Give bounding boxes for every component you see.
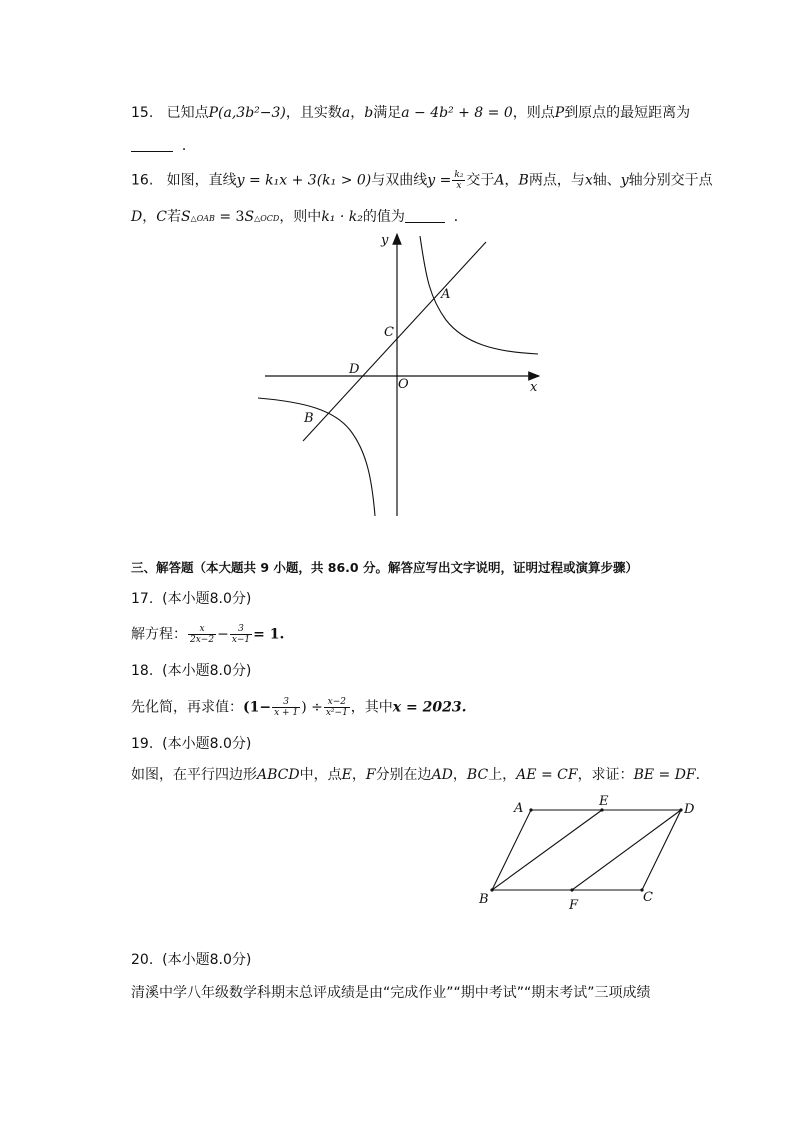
- q16-line-eq: y = k₁x + 3(k₁ > 0): [236, 172, 372, 189]
- q19-text-a: 如图，在平行四边形: [131, 767, 257, 783]
- q16-text-h: ，则中: [279, 209, 322, 225]
- q19-end: .: [695, 767, 701, 783]
- q15-text-c: 满足: [373, 105, 402, 121]
- q15-equation: a − 4b² + 8 = 0: [401, 105, 513, 121]
- question-17-header: [131, 589, 251, 609]
- q16-hyp-num: k₂: [454, 170, 464, 180]
- segment-df: [572, 810, 681, 890]
- q17-f2-den: x−1: [231, 635, 251, 645]
- q16-area-sub2: △OCD: [254, 214, 280, 223]
- q16-text-b: 与双曲线: [371, 172, 428, 189]
- q16-hyp-fraction: [452, 170, 465, 191]
- q15-end: ．: [181, 138, 196, 154]
- q19-comma2: ，: [452, 767, 467, 783]
- q18-text-b: ，其中: [350, 699, 393, 716]
- segment-be: [492, 810, 602, 890]
- label-B: B: [479, 892, 489, 907]
- hyperbola-branch-2: [258, 398, 375, 516]
- question-19-header: [131, 734, 251, 754]
- q18-number: 18.: [131, 663, 154, 679]
- q16-var-y: y: [620, 172, 629, 189]
- q18-f2-num: x−2: [324, 697, 350, 708]
- q16-pt-A: A: [494, 172, 505, 189]
- q16-text-c: 交于: [466, 172, 495, 189]
- q16-hyp-den: x: [456, 181, 462, 191]
- q16-number: 16.: [131, 172, 154, 189]
- q20-score: (本小题8.0分): [162, 952, 252, 968]
- q19-cond: AE = CF: [516, 767, 578, 783]
- q15-var-b: b: [364, 105, 374, 121]
- question-18-body: [131, 697, 466, 718]
- q17-f2-num: 3: [230, 624, 252, 635]
- q18-cond: x = 2023.: [392, 699, 467, 716]
- label-y: y: [381, 233, 389, 248]
- q19-text-e: ，求证：: [577, 767, 634, 783]
- q17-f1-den: 2x−2: [190, 635, 215, 645]
- q19-figure: [470, 790, 710, 920]
- point-d: [679, 808, 682, 811]
- q16-answer-blank[interactable]: [405, 208, 445, 223]
- q16-comma: ，: [504, 172, 519, 189]
- q16-pt-C: C: [156, 209, 167, 225]
- label-E: E: [599, 794, 609, 809]
- q15-var-P: P: [554, 105, 565, 121]
- q16-text-i: 的值为: [362, 209, 405, 225]
- q15-text-b: ，且实数: [285, 105, 342, 121]
- point-f: [570, 888, 573, 891]
- question-19-body: [131, 765, 700, 785]
- question-20-body: 清溪中学八年级数学科期末总评成绩是由“完成作业”“期中考试”“期末考试”三项成绩: [131, 985, 651, 1001]
- label-B: B: [304, 411, 314, 426]
- q16-pt-B: B: [518, 172, 529, 189]
- q16-text-f: 轴分别交于点: [628, 172, 713, 189]
- label-O: O: [398, 377, 409, 392]
- label-F: F: [569, 898, 579, 913]
- q18-f1-num: 3: [272, 697, 300, 708]
- label-A: A: [441, 287, 451, 302]
- line-y-k1x-3: [303, 242, 486, 441]
- q15-text-d: ，则点: [512, 105, 555, 121]
- q16-product: k₁ · k₂: [321, 209, 363, 225]
- label-A: A: [514, 801, 524, 816]
- q17-minus: −: [217, 626, 229, 643]
- point-a: [529, 808, 532, 811]
- q15-text-a: 已知点: [166, 105, 209, 121]
- q19-f: F: [365, 767, 376, 783]
- q19-goal: BE = DF: [633, 767, 696, 783]
- label-x: x: [530, 380, 538, 395]
- q15-answer-blank[interactable]: [131, 137, 173, 152]
- q18-lp: (1−: [243, 699, 272, 716]
- q19-abcd: ABCD: [257, 767, 300, 783]
- q16-pt-D: D: [131, 209, 143, 225]
- q19-comma: ，: [351, 767, 366, 783]
- question-20-header: [131, 950, 251, 970]
- q17-rhs: = 1.: [253, 626, 285, 643]
- q18-text: 先化简，再求值：: [131, 699, 243, 716]
- q17-f1-num: x: [188, 624, 216, 635]
- q19-text-c: 分别在边: [375, 767, 432, 783]
- q16-text-e: 轴、: [592, 172, 621, 189]
- q17-fraction-2: [230, 624, 252, 645]
- label-D: D: [684, 802, 695, 817]
- q16-area-mid: = 3: [214, 209, 245, 225]
- q20-number: 20.: [131, 952, 154, 968]
- q16-text-g: 若: [166, 209, 181, 225]
- q19-text-b: 中，点: [299, 767, 342, 783]
- q16-var-x: x: [584, 172, 593, 189]
- q16-hyp-lhs: y =: [427, 172, 452, 189]
- q16-end: ．: [453, 209, 468, 225]
- label-C: C: [384, 325, 394, 340]
- label-C: C: [643, 890, 653, 905]
- q18-fraction-1: [272, 697, 300, 718]
- q18-score: (本小题8.0分): [162, 663, 252, 679]
- section-3-heading: 三、解答题（本大题共 9 小题，共 86.0 分。解答应写出文字说明，证明过程或演算步骤）: [131, 560, 638, 575]
- q16-area-s1: S: [180, 209, 191, 225]
- q17-score: (本小题8.0分): [162, 591, 252, 607]
- q19-bc: BC: [466, 767, 489, 783]
- q15-point: P(a,3b²−3): [208, 105, 286, 121]
- question-17-body: [131, 624, 284, 645]
- q16-text-a: 如图，直线: [166, 172, 237, 189]
- question-18-header: [131, 661, 251, 681]
- q18-f2-den: x²−1: [325, 708, 348, 718]
- q18-fraction-2: [324, 697, 350, 718]
- q18-f1-den: x + 1: [274, 708, 299, 718]
- q16-figure: [250, 228, 550, 520]
- q17-fraction-1: [188, 624, 216, 645]
- q16-text-d: 两点，与: [528, 172, 585, 189]
- q17-text: 解方程：: [131, 626, 187, 643]
- q19-ad: AD: [431, 767, 453, 783]
- q16-area-s2: S: [244, 209, 255, 225]
- q15-comma: ，: [350, 105, 365, 121]
- q16-line-2: [131, 207, 468, 229]
- q15-number: 15.: [131, 105, 154, 121]
- q16-area-sub1: △OAB: [190, 214, 215, 223]
- q16-comma2: ，: [142, 209, 157, 225]
- q15-answer-line: [131, 136, 196, 156]
- question-16: [131, 170, 713, 191]
- label-D: D: [349, 362, 360, 377]
- q18-rp-div: ) ÷: [301, 699, 323, 716]
- q17-number: 17.: [131, 591, 154, 607]
- question-15: [131, 103, 690, 123]
- point-b: [490, 888, 493, 891]
- q19-text-d: 上，: [488, 767, 517, 783]
- q19-score: (本小题8.0分): [162, 736, 252, 752]
- parallelogram-abcd: [492, 810, 681, 890]
- q19-e: E: [341, 767, 352, 783]
- q15-var-a: a: [341, 105, 351, 121]
- q19-number: 19.: [131, 736, 154, 752]
- q15-text-e: 到原点的最短距离为: [564, 105, 691, 121]
